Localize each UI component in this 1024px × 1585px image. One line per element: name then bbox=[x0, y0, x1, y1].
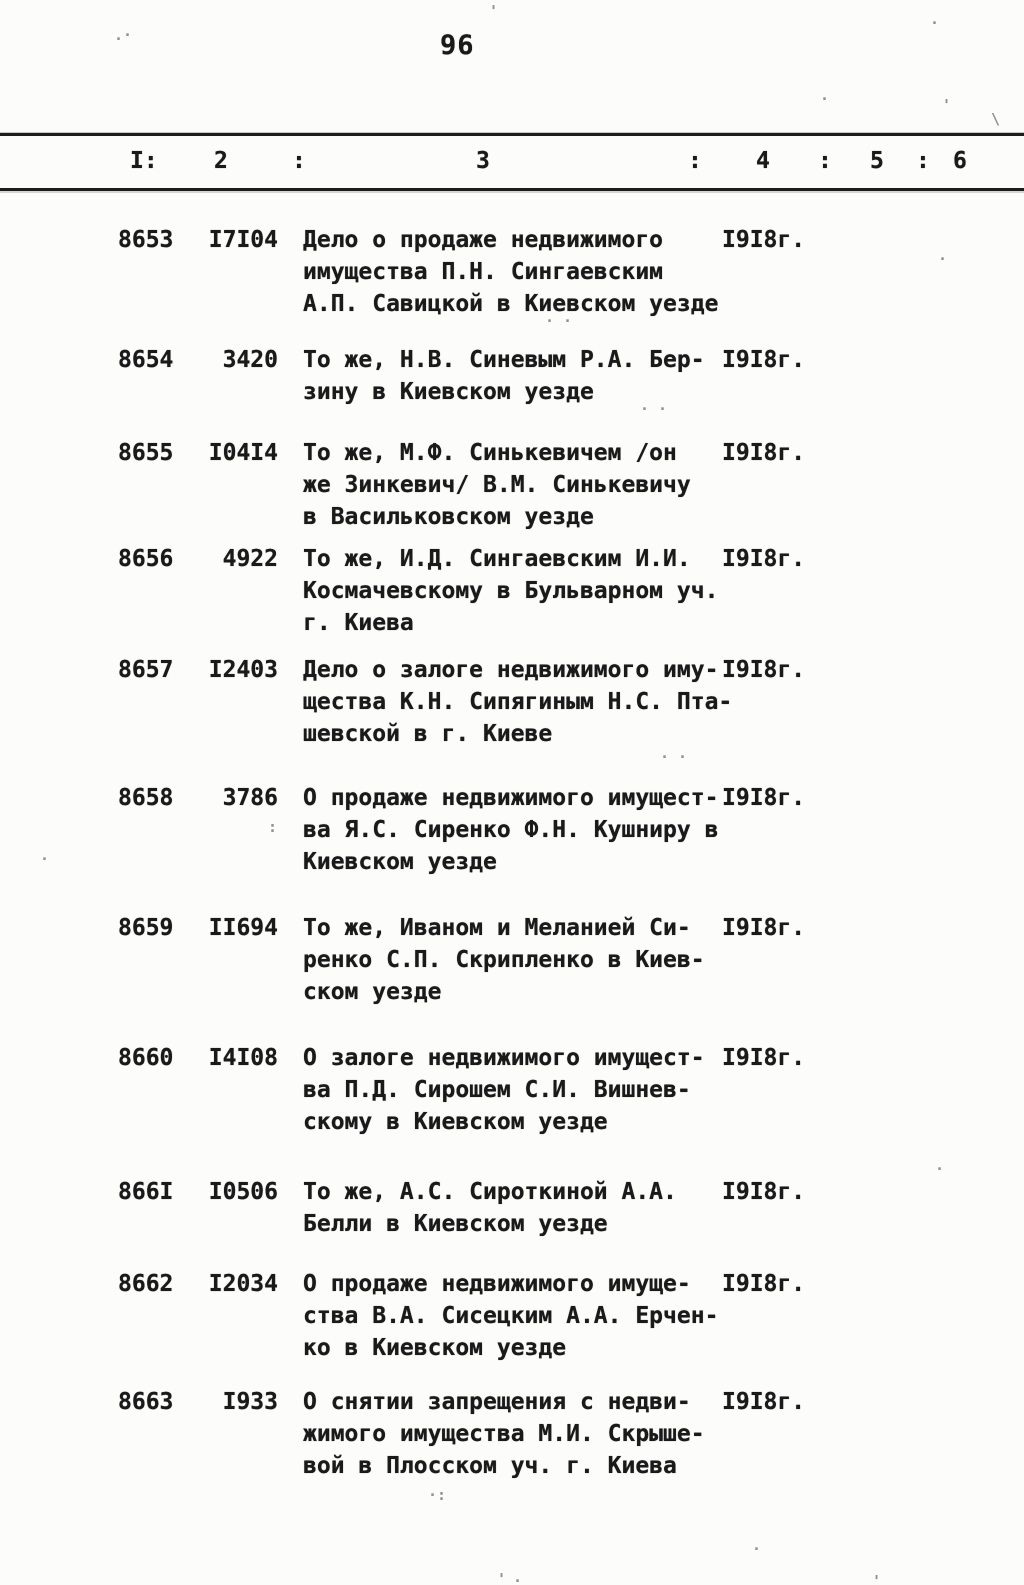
scan-speck: ' bbox=[872, 1572, 882, 1585]
scan-speck: · bbox=[752, 1540, 762, 1558]
description-line: жимого имущества М.И. Скрыше- bbox=[303, 1421, 705, 1447]
scan-speck: \ bbox=[991, 110, 1001, 128]
file-number: I4I08 bbox=[208, 1045, 278, 1071]
description-line: Дело о залоге недвижимого иму- bbox=[303, 657, 719, 683]
case-description bbox=[303, 1268, 718, 1364]
file-number: I7I04 bbox=[208, 227, 278, 253]
header-cell: 2 bbox=[214, 148, 228, 174]
description-line: О снятии запрещения с недви- bbox=[303, 1389, 691, 1415]
case-year: I9I8г. bbox=[722, 1271, 806, 1297]
description-line: То же, М.Ф. Синькевичем /он bbox=[303, 440, 677, 466]
file-number: I2403 bbox=[208, 657, 278, 683]
case-number: 866I bbox=[118, 1179, 174, 1205]
description-line: А.П. Савицкой в Киевском уезде bbox=[303, 291, 719, 317]
header-cell: 6 bbox=[953, 148, 967, 174]
description-line: ко в Киевском уезде bbox=[303, 1335, 567, 1361]
description-line: То же, Н.В. Синевым Р.А. Бер- bbox=[303, 347, 705, 373]
case-description bbox=[303, 1176, 677, 1240]
case-year: I9I8г. bbox=[722, 915, 806, 941]
case-description bbox=[303, 912, 705, 1008]
file-number: I933 bbox=[222, 1389, 278, 1415]
case-number: 8657 bbox=[118, 657, 174, 683]
header-cell: : bbox=[916, 148, 930, 174]
header-cell: : bbox=[688, 148, 702, 174]
case-number: 8663 bbox=[118, 1389, 174, 1415]
file-number: I04I4 bbox=[208, 440, 278, 466]
header-cell: 5 bbox=[870, 148, 884, 174]
case-number: 8655 bbox=[118, 440, 174, 466]
description-line: вой в Плосском уч. г. Киева bbox=[303, 1453, 677, 1479]
file-number: 3420 bbox=[222, 347, 278, 373]
scan-speck: : bbox=[268, 818, 278, 836]
description-line: Киевском уезде bbox=[303, 849, 497, 875]
scan-speck: ' bbox=[489, 2, 499, 20]
scan-speck: · · bbox=[660, 748, 688, 766]
scan-speck: · · bbox=[545, 312, 573, 330]
header-cell: I: bbox=[130, 148, 158, 174]
description-line: То же, Иваном и Меланией Си- bbox=[303, 915, 691, 941]
description-line: шевской в г. Киеве bbox=[303, 721, 553, 747]
scan-speck: ' bbox=[942, 96, 952, 114]
case-number: 8659 bbox=[118, 915, 174, 941]
scan-speck: ' bbox=[497, 1570, 507, 1585]
scan-speck: · bbox=[40, 850, 50, 868]
case-description bbox=[303, 224, 718, 320]
scan-speck: ·: bbox=[428, 1486, 447, 1504]
case-number: 8660 bbox=[118, 1045, 174, 1071]
description-line: О продаже недвижимого имуще- bbox=[303, 1271, 691, 1297]
description-line: То же, И.Д. Сингаевским И.И. bbox=[303, 546, 691, 572]
case-year: I9I8г. bbox=[722, 1179, 806, 1205]
description-line: в Васильковском уезде bbox=[303, 504, 594, 530]
case-description bbox=[303, 782, 718, 878]
case-number: 8662 bbox=[118, 1271, 174, 1297]
scan-speck: · bbox=[820, 90, 830, 108]
table-top-rule bbox=[0, 133, 1024, 136]
case-year: I9I8г. bbox=[722, 347, 806, 373]
case-description bbox=[303, 1386, 705, 1482]
scan-speck: · bbox=[938, 250, 948, 268]
description-line: То же, А.С. Сироткиной А.А. bbox=[303, 1179, 677, 1205]
case-description bbox=[303, 344, 705, 408]
header-cell: : bbox=[818, 148, 832, 174]
case-number: 8654 bbox=[118, 347, 174, 373]
page-number: 96 bbox=[440, 30, 475, 61]
scan-speck: · bbox=[935, 1160, 945, 1178]
case-description bbox=[303, 654, 732, 750]
file-number: I0506 bbox=[208, 1179, 278, 1205]
description-line: О залоге недвижимого имущест- bbox=[303, 1045, 705, 1071]
description-line: ства В.А. Сисецким А.А. Ерчен- bbox=[303, 1303, 719, 1329]
description-line: ском уезде bbox=[303, 979, 442, 1005]
description-line: г. Киева bbox=[303, 610, 414, 636]
description-line: О продаже недвижимого имущест- bbox=[303, 785, 719, 811]
file-number: I2034 bbox=[208, 1271, 278, 1297]
description-line: скому в Киевском уезде bbox=[303, 1109, 608, 1135]
description-line: Космачевскому в Бульварном уч. bbox=[303, 578, 719, 604]
scan-speck: · bbox=[513, 1572, 523, 1585]
description-line: имущества П.Н. Сингаевским bbox=[303, 259, 664, 285]
case-description bbox=[303, 1042, 705, 1138]
case-number: 8656 bbox=[118, 546, 174, 572]
file-number: 3786 bbox=[222, 785, 278, 811]
file-number: 4922 bbox=[222, 546, 278, 572]
case-year: I9I8г. bbox=[722, 657, 806, 683]
file-number: II694 bbox=[208, 915, 278, 941]
description-line: Белли в Киевском уезде bbox=[303, 1211, 608, 1237]
case-year: I9I8г. bbox=[722, 1045, 806, 1071]
case-year: I9I8г. bbox=[722, 440, 806, 466]
scan-speck: · · bbox=[640, 400, 668, 418]
description-line: Дело о продаже недвижимого bbox=[303, 227, 664, 253]
description-line: зину в Киевском уезде bbox=[303, 379, 594, 405]
scan-speck: · bbox=[930, 14, 940, 32]
case-description bbox=[303, 543, 718, 639]
case-description bbox=[303, 437, 691, 533]
case-year: I9I8г. bbox=[722, 227, 806, 253]
case-year: I9I8г. bbox=[722, 546, 806, 572]
header-cell: 3 bbox=[476, 148, 490, 174]
case-number: 8658 bbox=[118, 785, 174, 811]
description-line: ренко С.П. Скрипленко в Киев- bbox=[303, 947, 705, 973]
header-cell: : bbox=[292, 148, 306, 174]
description-line: ва П.Д. Сирошем С.И. Вишнев- bbox=[303, 1077, 691, 1103]
case-year: I9I8г. bbox=[722, 1389, 806, 1415]
description-line: же Зинкевич/ В.М. Синькевичу bbox=[303, 472, 691, 498]
header-cell: 4 bbox=[756, 148, 770, 174]
case-year: I9I8г. bbox=[722, 785, 806, 811]
description-line: щества К.Н. Сипягиным Н.С. Пта- bbox=[303, 689, 733, 715]
case-number: 8653 bbox=[118, 227, 174, 253]
table-header-rule bbox=[0, 188, 1024, 191]
description-line: ва Я.С. Сиренко Ф.Н. Кушниру в bbox=[303, 817, 719, 843]
scan-speck: .· bbox=[114, 26, 133, 44]
